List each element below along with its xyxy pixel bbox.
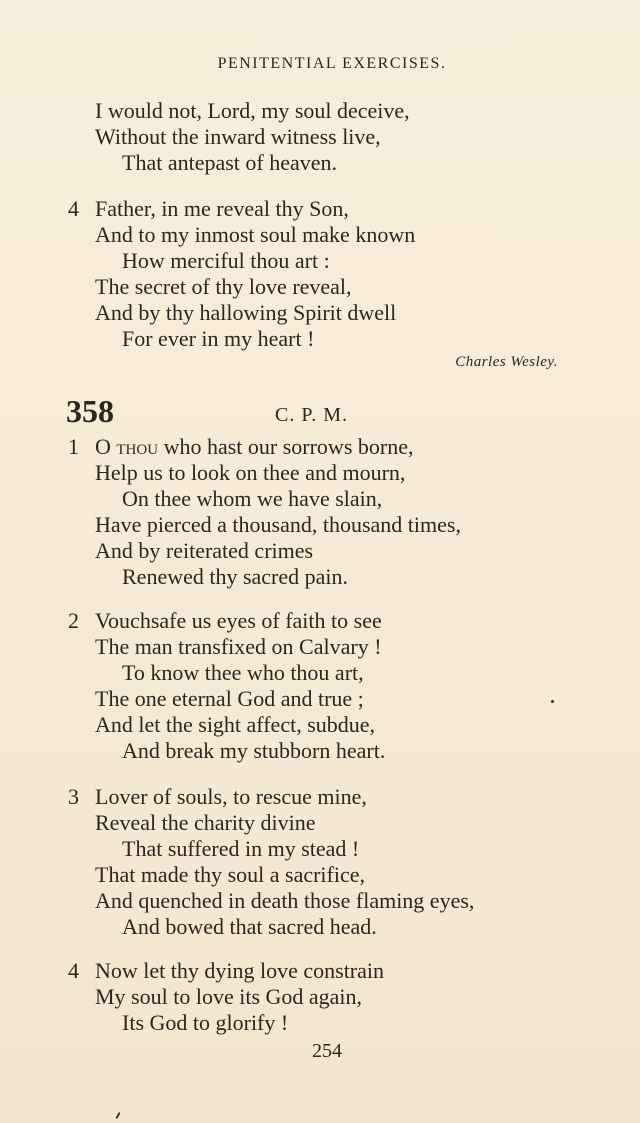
verse-line: How merciful thou art :	[122, 248, 330, 273]
verse-line: Now let thy dying love constrain	[95, 958, 385, 983]
first-line-rest: who hast our sorrows borne,	[158, 434, 414, 459]
verse-line: Father, in me reveal thy Son,	[95, 196, 349, 221]
stanza-number: 3	[68, 784, 79, 809]
verse-line: The one eternal God and true ;	[95, 686, 364, 711]
verse-line: And by thy hallowing Spirit dwell	[95, 300, 397, 325]
verse-line: Lover of souls, to rescue mine,	[95, 784, 367, 809]
verse-line: Renewed thy sacred pain.	[122, 564, 349, 589]
stanza-number: 4	[68, 196, 79, 221]
verse-line: Without the inward witness live,	[95, 124, 381, 149]
verse-line: And bowed that sacred head.	[122, 914, 377, 939]
stanza-number: 1	[68, 434, 79, 459]
verse-line: Its God to glorify !	[122, 1010, 289, 1035]
verse-line: That suffered in my stead !	[122, 836, 360, 861]
page-number: 254	[312, 1040, 342, 1062]
verse-line: And quenched in death those flaming eyes,	[95, 888, 475, 913]
verse-line: That antepast of heaven.	[122, 150, 338, 175]
hymn-author: Charles Wesley.	[455, 354, 558, 370]
ink-speck	[551, 700, 554, 703]
verse-line: To know thee who thou art,	[122, 660, 364, 685]
verse-line: Reveal the charity divine	[95, 810, 316, 835]
verse-line: And break my stubborn heart.	[122, 738, 386, 763]
hymn-number: 358	[66, 393, 114, 429]
hymn-meter: C. P. M.	[275, 404, 349, 426]
verse-line: The secret of thy love reveal,	[95, 274, 352, 299]
verse-line: The man transfixed on Calvary !	[95, 634, 382, 659]
stanza-number: 4	[68, 958, 79, 983]
verse-line: Help us to look on thee and mourn,	[95, 460, 406, 485]
verse-line: That made thy soul a sacrifice,	[95, 862, 366, 887]
verse-line: And let the sight affect, subdue,	[95, 712, 376, 737]
verse-line-first	[95, 434, 413, 460]
verse-line: My soul to love its God again,	[95, 984, 363, 1009]
ink-speck	[115, 1112, 120, 1119]
verse-line: Have pierced a thousand, thousand times,	[95, 512, 461, 537]
running-head: PENITENTIAL EXERCISES.	[217, 55, 447, 72]
verse-line: I would not, Lord, my soul deceive,	[95, 98, 410, 123]
verse-line: Vouchsafe us eyes of faith to see	[95, 608, 382, 633]
verse-line: And to my inmost soul make known	[95, 222, 416, 247]
verse-line: For ever in my heart !	[122, 326, 315, 351]
verse-line: And by reiterated crimes	[95, 538, 314, 563]
first-words: O thou	[95, 434, 159, 459]
stanza-number: 2	[68, 608, 79, 633]
verse-line: On thee whom we have slain,	[122, 486, 383, 511]
